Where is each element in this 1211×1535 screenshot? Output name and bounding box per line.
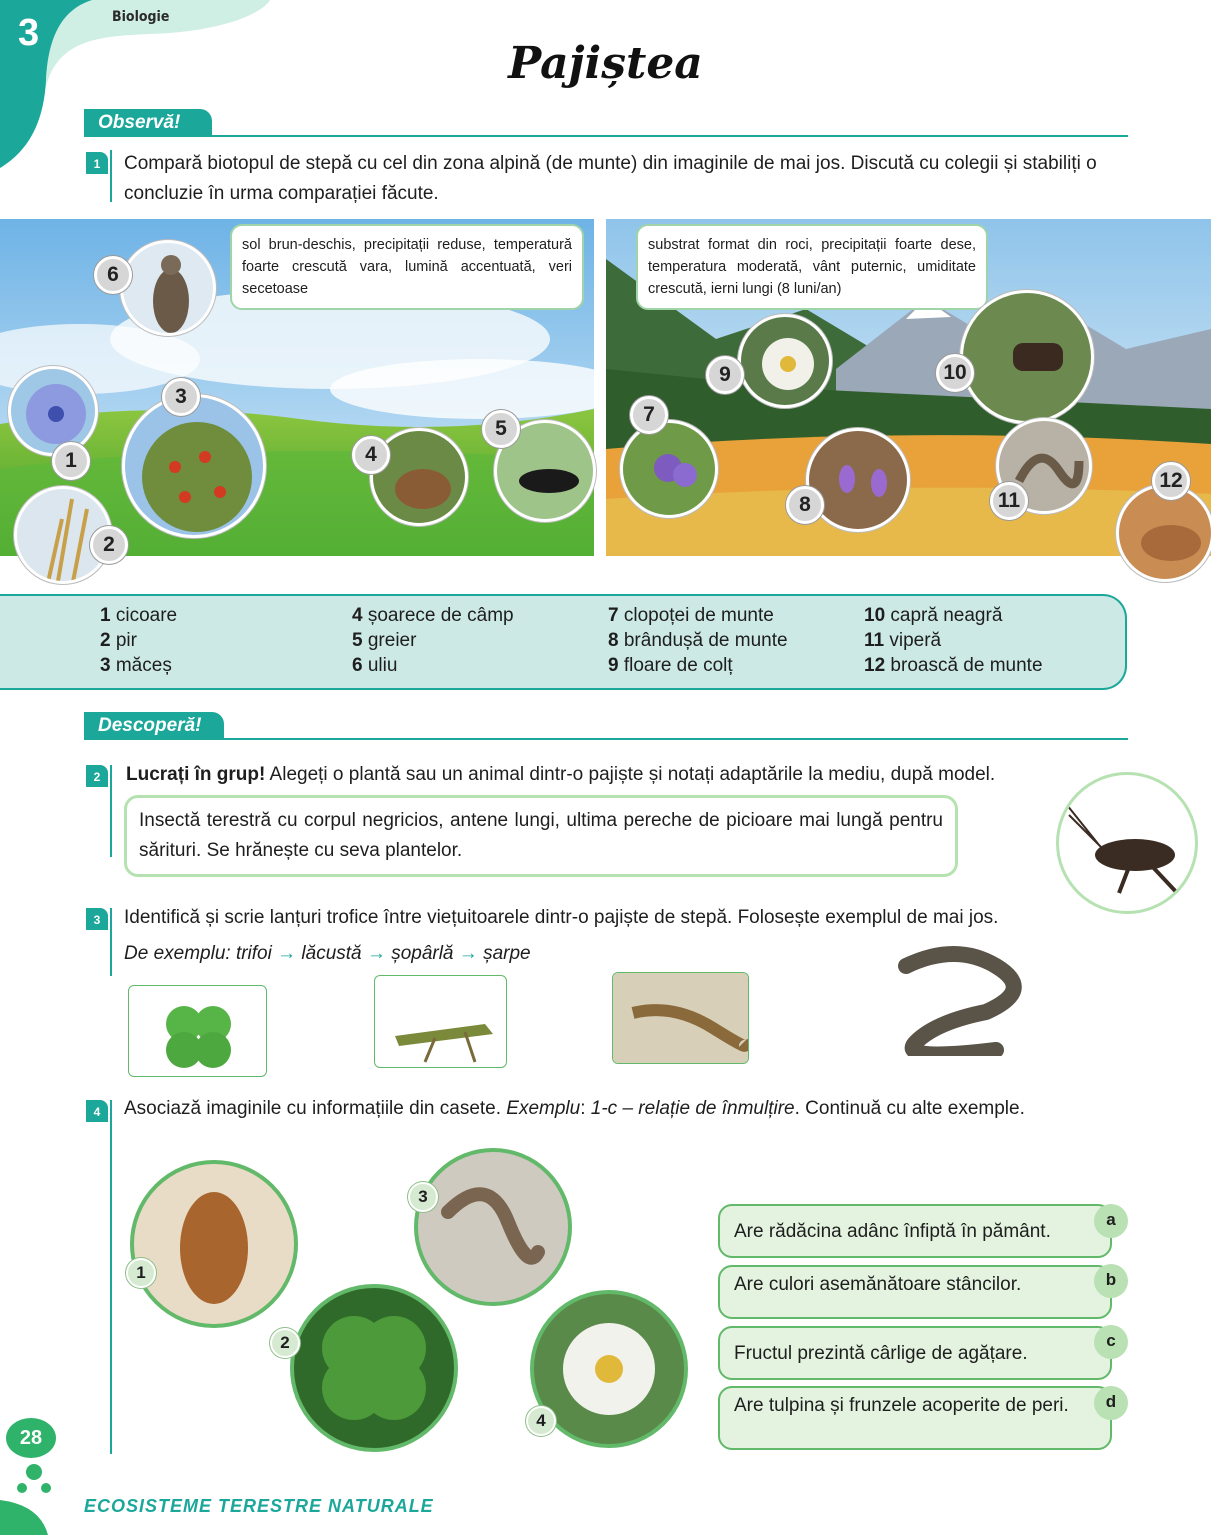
hawk-photo bbox=[120, 240, 216, 336]
viper-rock-photo bbox=[414, 1148, 572, 1306]
legend-column bbox=[864, 603, 1043, 678]
model-answer-box: Insectă terestră cu corpul negricios, antene lungi, ultima pereche de picioare mai lungă pentru sărituri. Se hrănește cu seva plantelor. bbox=[124, 795, 958, 877]
option-letter: c bbox=[1094, 1325, 1128, 1359]
badge-5: 5 bbox=[482, 410, 520, 448]
badge-1: 1 bbox=[52, 442, 90, 480]
option-c-box: Fructul prezintă cârlige de agățare. bbox=[718, 1326, 1112, 1380]
footer-decoration bbox=[0, 1460, 60, 1535]
option-letter: d bbox=[1094, 1386, 1128, 1420]
task-number: 4 bbox=[86, 1100, 108, 1122]
photo-badge-4: 4 bbox=[526, 1406, 556, 1436]
option-letter: a bbox=[1094, 1204, 1128, 1238]
chicory-photo bbox=[8, 366, 98, 456]
photo-badge-3: 3 bbox=[408, 1182, 438, 1212]
task-margin-line bbox=[110, 150, 112, 202]
clover-leaf-photo bbox=[290, 1284, 458, 1452]
snake-photo bbox=[876, 932, 1062, 1056]
legend-column bbox=[352, 603, 514, 678]
chapter-footer-title: ECOSISTEME TERESTRE NATURALE bbox=[84, 1496, 434, 1516]
task4-text: Asociază imaginile cu informațiile din casete. Exemplu: 1-c – relație de înmulțire. Continuă cu alte exemple. bbox=[124, 1098, 1025, 1119]
steppe-biotope-note: sol brun-deschis, precipitații reduse, temperatură foarte crescută vara, lumină accentuată, veri secetoase bbox=[230, 224, 584, 310]
task3-text: Identifică și scrie lanțuri trofice între viețuitoarele dintr-o pajiște de stepă. Folosește exemplul de mai jos. bbox=[124, 907, 999, 928]
legend-item: 2 pir bbox=[100, 630, 137, 651]
badge-9: 9 bbox=[706, 356, 744, 394]
alpine-biotope-note: substrat format din roci, precipitații foarte dese, temperatura moderată, vânt puternic, umiditate crescută, ierni lungi (8 luni/an) bbox=[636, 224, 988, 310]
badge-7: 7 bbox=[630, 396, 668, 434]
legend-item: 1 cicoare bbox=[100, 605, 178, 626]
legend-item: 11 viperă bbox=[864, 630, 942, 651]
task2-text: Lucrați în grup! Alegeți o plantă sau un animal dintr-o pajiște și notați adaptările la mediu, după model. bbox=[126, 764, 996, 785]
option-b-box: Are culori asemănătoare stâncilor. bbox=[718, 1265, 1112, 1319]
legend-item: 6 uliu bbox=[352, 655, 398, 676]
page-title: Pajiștea bbox=[508, 38, 703, 89]
cricket-model-photo bbox=[1056, 772, 1198, 914]
legend-item: 12 broască de munte bbox=[864, 655, 1043, 676]
task-margin-line bbox=[110, 765, 112, 857]
chapter-number: 3 bbox=[18, 12, 40, 54]
badge-10: 10 bbox=[936, 354, 974, 392]
badge-6: 6 bbox=[94, 256, 132, 294]
section-divider bbox=[84, 135, 1128, 137]
badge-3: 3 bbox=[162, 378, 200, 416]
option-letter: b bbox=[1094, 1264, 1128, 1298]
chamois-photo bbox=[960, 290, 1094, 424]
task-number: 2 bbox=[86, 765, 108, 787]
photo-badge-2: 2 bbox=[270, 1328, 300, 1358]
task-number: 1 bbox=[86, 152, 108, 174]
legend-item: 3 măceș bbox=[100, 655, 172, 676]
edelweiss-photo bbox=[738, 314, 832, 408]
legend-item: 4 șoarece de câmp bbox=[352, 605, 514, 626]
task-margin-line bbox=[110, 1100, 112, 1454]
clover-photo bbox=[128, 985, 267, 1077]
task1-text: Compară biotopul de stepă cu cel din zona alpină (de munte) din imaginile de mai jos. Discută cu colegii și stabiliți o concluzie în urma comparației făcute. bbox=[124, 153, 1097, 204]
badge-2: 2 bbox=[90, 526, 128, 564]
legend-item: 10 capră neagră bbox=[864, 605, 1003, 626]
option-d-box: Are tulpina și frunzele acoperite de peri. bbox=[718, 1386, 1112, 1450]
section-divider bbox=[84, 738, 1128, 740]
legend-item: 9 floare de colț bbox=[608, 655, 733, 676]
legend-item: 8 brândușă de munte bbox=[608, 630, 788, 651]
badge-11: 11 bbox=[990, 482, 1028, 520]
legend-item: 5 greier bbox=[352, 630, 417, 651]
badge-4: 4 bbox=[352, 436, 390, 474]
subject-label: Biologie bbox=[112, 9, 170, 25]
lizard-photo bbox=[612, 972, 749, 1064]
badge-8: 8 bbox=[786, 486, 824, 524]
bellflower-photo bbox=[620, 420, 718, 518]
option-a-box: Are rădăcina adânc înfiptă în pământ. bbox=[718, 1204, 1112, 1258]
legend-column bbox=[100, 603, 177, 678]
page-number: 28 bbox=[6, 1418, 56, 1458]
task-margin-line bbox=[110, 908, 112, 976]
burdock-photo bbox=[130, 1160, 298, 1328]
rosehip-photo bbox=[122, 394, 266, 538]
crocus-photo bbox=[806, 428, 910, 532]
food-chain-example: De exemplu: trifoi → lăcustă → șopârlă → șarpe bbox=[124, 943, 531, 964]
section-discover-tag: Descoperă! bbox=[84, 712, 224, 740]
grasshopper-photo bbox=[374, 975, 507, 1068]
badge-12: 12 bbox=[1152, 462, 1190, 500]
photo-badge-1: 1 bbox=[126, 1258, 156, 1288]
legend-column bbox=[608, 603, 788, 678]
legend-item: 7 clopoței de munte bbox=[608, 605, 774, 626]
task-number: 3 bbox=[86, 908, 108, 930]
section-observe-tag: Observă! bbox=[84, 109, 212, 137]
